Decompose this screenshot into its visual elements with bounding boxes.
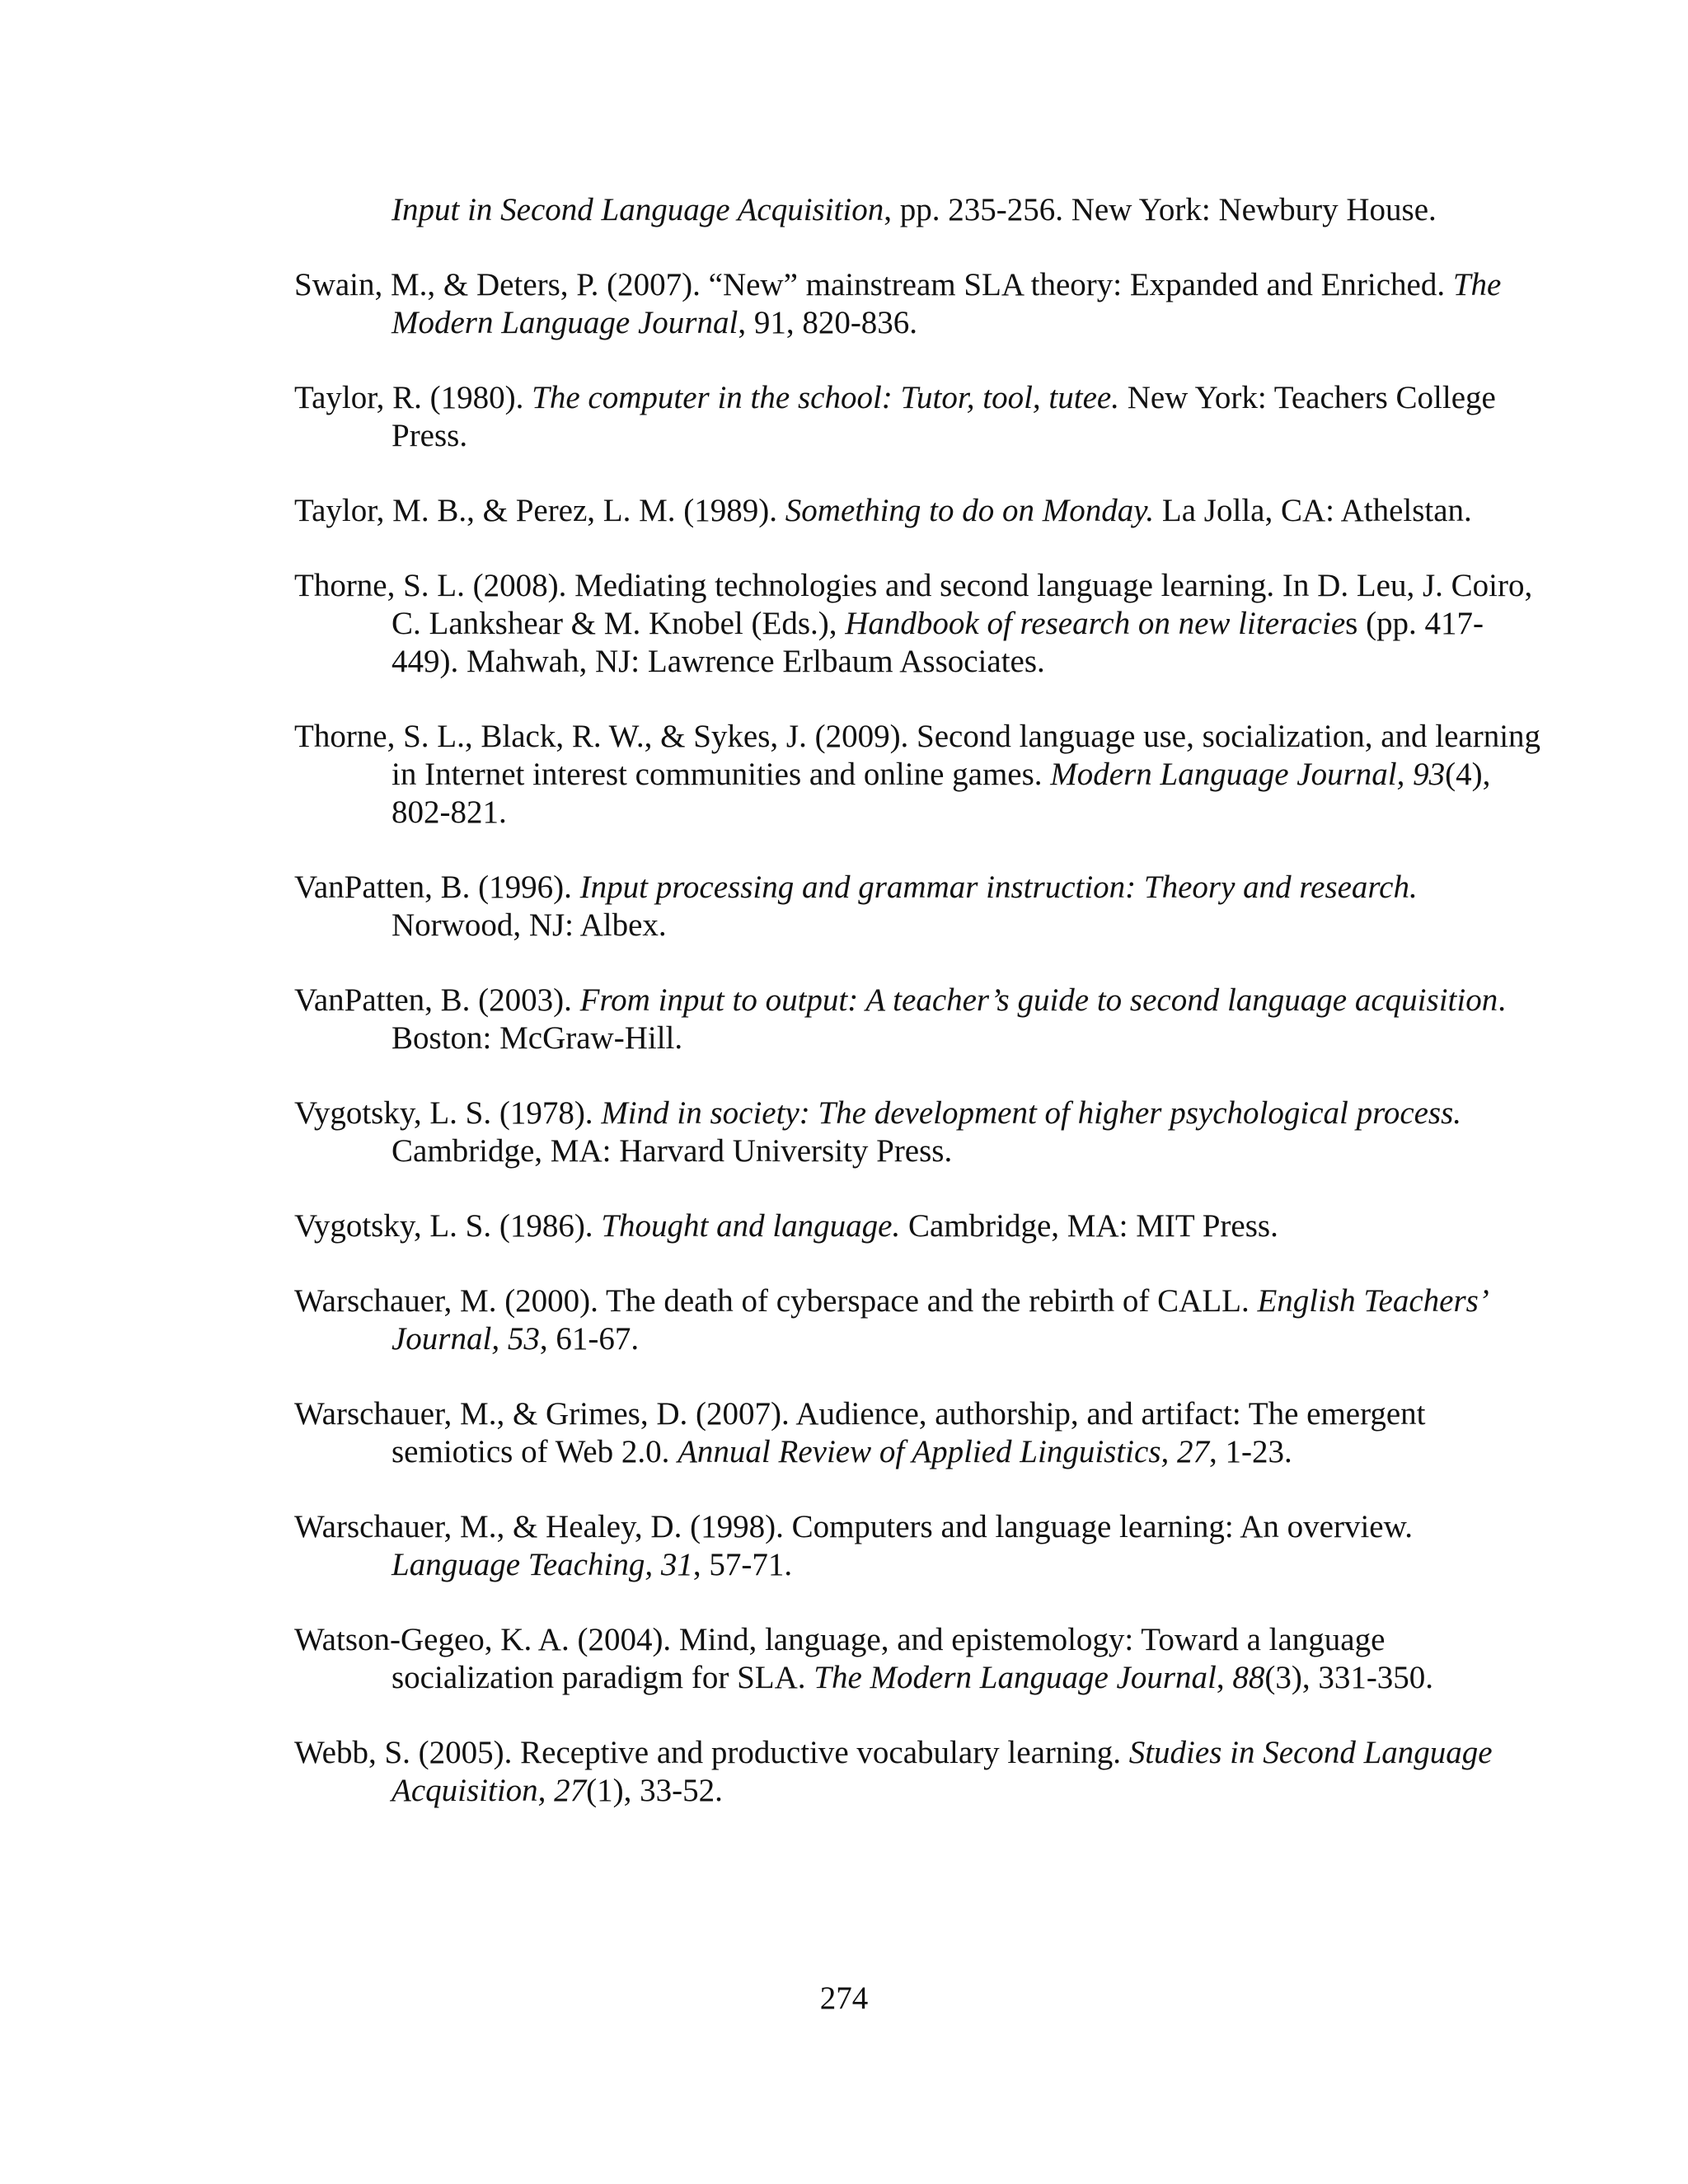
reference-text: Webb, S. (2005). Receptive and productive vocabulary learning. <box>294 1735 1129 1770</box>
reference-text: (1), 33-52. <box>586 1773 723 1808</box>
reference-italic-text: Language Teaching, 31 <box>392 1547 693 1582</box>
reference-entry <box>294 1282 1547 1358</box>
reference-italic-text: Thought and language. <box>601 1208 901 1244</box>
reference-entry <box>294 1621 1547 1697</box>
reference-text: , 57-71. <box>692 1547 793 1582</box>
reference-entry <box>294 1734 1547 1810</box>
reference-text: Norwood, NJ: Albex. <box>392 907 667 943</box>
reference-text: Warschauer, M. (2000). The death of cyberspace and the rebirth of CALL. <box>294 1283 1258 1319</box>
reference-entry <box>294 1395 1547 1471</box>
reference-italic-text: The computer in the school: Tutor, tool, tutee. <box>532 380 1119 415</box>
reference-text: , 91, 820-836. <box>738 305 918 340</box>
reference-text: , <box>1216 1660 1233 1695</box>
reference-text: Taylor, M. B., & Perez, L. M. (1989). <box>294 493 785 528</box>
reference-text: Watson-Gegeo, K. A. (2004). Mind, language, and epistemology: Toward a language socialization paradigm for SLA. <box>294 1622 1386 1695</box>
reference-text: La Jolla, CA: Athelstan. <box>1154 493 1472 528</box>
reference-text: (3), 331-350. <box>1264 1660 1434 1695</box>
reference-text: Thorne, S. L., Black, R. W., & Sykes, J. (2009). Second language use, socialization, and learning in Internet interest communities and online games. <box>294 719 1541 792</box>
reference-text: Cambridge, MA: Harvard University Press. <box>392 1133 953 1169</box>
page-number: 274 <box>819 1980 869 2016</box>
reference-italic-text: Input in Second Language Acquisition <box>392 192 884 227</box>
reference-text: , 61-67. <box>539 1321 640 1357</box>
reference-text: Warschauer, M., & Healey, D. (1998). Computers and language learning: An overview. <box>294 1509 1414 1544</box>
reference-text: Cambridge, MA: MIT Press. <box>900 1208 1278 1244</box>
reference-italic-text: The Modern Language Journal <box>814 1660 1217 1695</box>
reference-italic-text: Input processing and grammar instruction: Theory and research. <box>579 869 1418 905</box>
reference-text: VanPatten, B. (1996). <box>294 869 580 905</box>
reference-entry <box>294 567 1547 681</box>
reference-text: Taylor, R. (1980). <box>294 380 532 415</box>
reference-text: Vygotsky, L. S. (1978). <box>294 1095 602 1131</box>
reference-entry <box>294 869 1547 944</box>
reference-text: (4), 802-821. <box>392 757 1491 830</box>
reference-italic-text: 88 <box>1232 1660 1265 1695</box>
reference-entry <box>294 982 1547 1057</box>
reference-italic-text: The Modern Language Journal <box>392 267 1502 340</box>
reference-italic-text: English Teachers’ Journal, 53 <box>392 1283 1486 1357</box>
reference-entry <box>294 191 1547 229</box>
reference-italic-text: Mind in society: The development of higher psychological process. <box>601 1095 1462 1131</box>
reference-entry <box>294 1094 1547 1170</box>
reference-text: Vygotsky, L. S. (1986). <box>294 1208 602 1244</box>
reference-text: VanPatten, B. (2003). <box>294 982 580 1018</box>
reference-italic-text: Something to do on Monday. <box>785 493 1155 528</box>
reference-italic-text: Handbook of research on new literacie <box>845 606 1346 641</box>
reference-list <box>294 191 1547 1847</box>
reference-entry <box>294 718 1547 832</box>
reference-italic-text: From input to output: A teacher’s guide to second language acquisition <box>579 982 1498 1018</box>
reference-entry <box>294 1207 1547 1245</box>
reference-text: s (pp. 417-449). Mahwah, NJ: Lawrence Erlbaum Associates. <box>392 606 1484 679</box>
reference-entry <box>294 379 1547 455</box>
reference-entry <box>294 1508 1547 1584</box>
reference-text: , 1-23. <box>1209 1434 1292 1469</box>
reference-text: Warschauer, M., & Grimes, D. (2007). Audience, authorship, and artifact: The emergent semiotics of Web 2.0. <box>294 1396 1426 1469</box>
reference-text: New York: Teachers College Press. <box>392 380 1496 453</box>
reference-entry <box>294 492 1547 530</box>
reference-italic-text: Modern Language Journal, 93 <box>1050 757 1446 792</box>
reference-text: Thorne, S. L. (2008). Mediating technologies and second language learning. In D. Leu, J. Coiro, C. Lankshear & M. Knobel (Eds.), <box>294 568 1533 641</box>
reference-text: , pp. 235-256. New York: Newbury House. <box>884 192 1437 227</box>
reference-text: Swain, M., & Deters, P. (2007). “New” mainstream SLA theory: Expanded and Enriched. <box>294 267 1453 302</box>
reference-italic-text: Annual Review of Applied Linguistics, 27 <box>678 1434 1209 1469</box>
reference-text: . Boston: McGraw-Hill. <box>392 982 1506 1056</box>
reference-italic-text: Studies in Second Language Acquisition, 27 <box>392 1735 1493 1808</box>
reference-entry <box>294 266 1547 342</box>
